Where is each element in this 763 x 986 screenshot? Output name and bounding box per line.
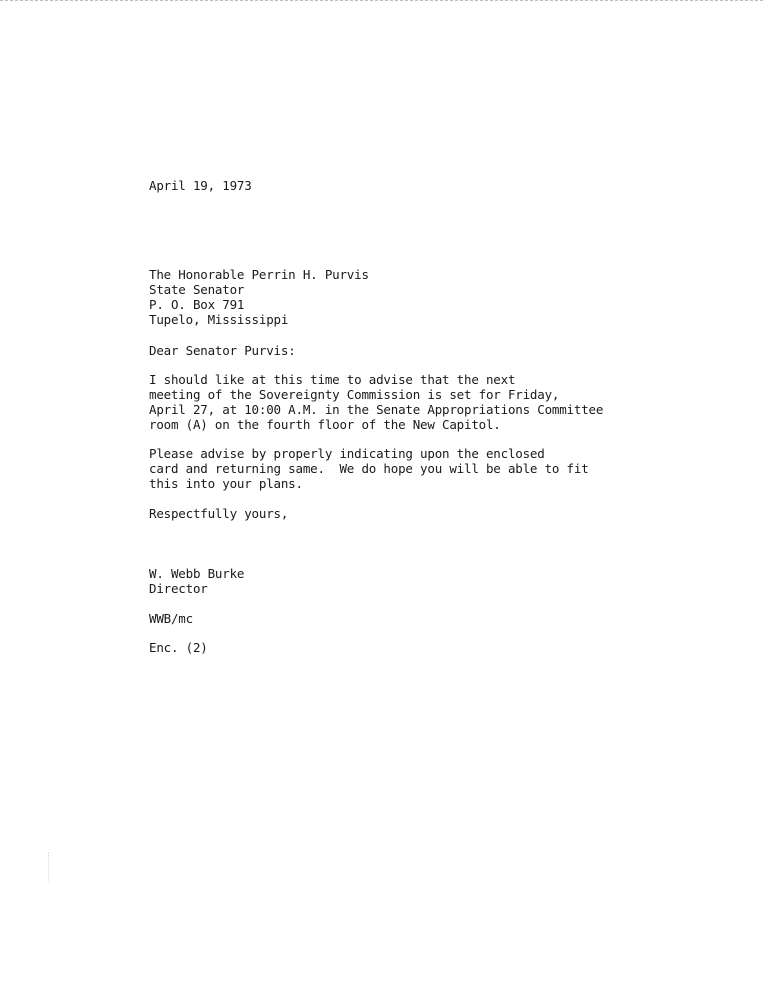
enclosure-line: Enc. (2) — [149, 640, 208, 655]
recipient-address — [149, 267, 369, 327]
complimentary-closing — [149, 506, 288, 521]
address-line: P. O. Box 791 — [149, 297, 245, 312]
enclosure-notation — [149, 640, 208, 655]
date-line: April 19, 1973 — [149, 178, 252, 193]
body-paragraph-2 — [149, 446, 589, 491]
page-top-edge — [0, 0, 763, 1]
signature-block — [149, 566, 244, 596]
reference-initials — [149, 611, 193, 626]
body-paragraph-1 — [149, 372, 603, 432]
paragraph-line: this into your plans. — [149, 476, 303, 491]
letter-date — [149, 178, 252, 193]
signer-name: W. Webb Burke — [149, 566, 245, 581]
paragraph-line: Please advise by properly indicating upon the enclosed — [149, 446, 545, 461]
paragraph-line: meeting of the Sovereignty Commission is set for Friday, — [149, 387, 560, 402]
signer-title: Director — [149, 581, 208, 596]
paragraph-line: I should like at this time to advise that the next — [149, 372, 516, 387]
address-line: The Honorable Perrin H. Purvis — [149, 267, 369, 282]
closing-line: Respectfully yours, — [149, 506, 289, 521]
paragraph-line: April 27, at 10:00 A.M. in the Senate Appropriations Committee — [149, 402, 604, 417]
paragraph-line: room (A) on the fourth floor of the New Capitol. — [149, 417, 501, 432]
initials-line: WWB/mc — [149, 611, 193, 626]
address-line: State Senator — [149, 282, 245, 297]
salutation — [149, 343, 296, 358]
scan-specks — [48, 852, 52, 882]
address-line: Tupelo, Mississippi — [149, 312, 289, 327]
salutation-line: Dear Senator Purvis: — [149, 343, 296, 358]
paragraph-line: card and returning same. We do hope you will be able to fit — [149, 461, 589, 476]
